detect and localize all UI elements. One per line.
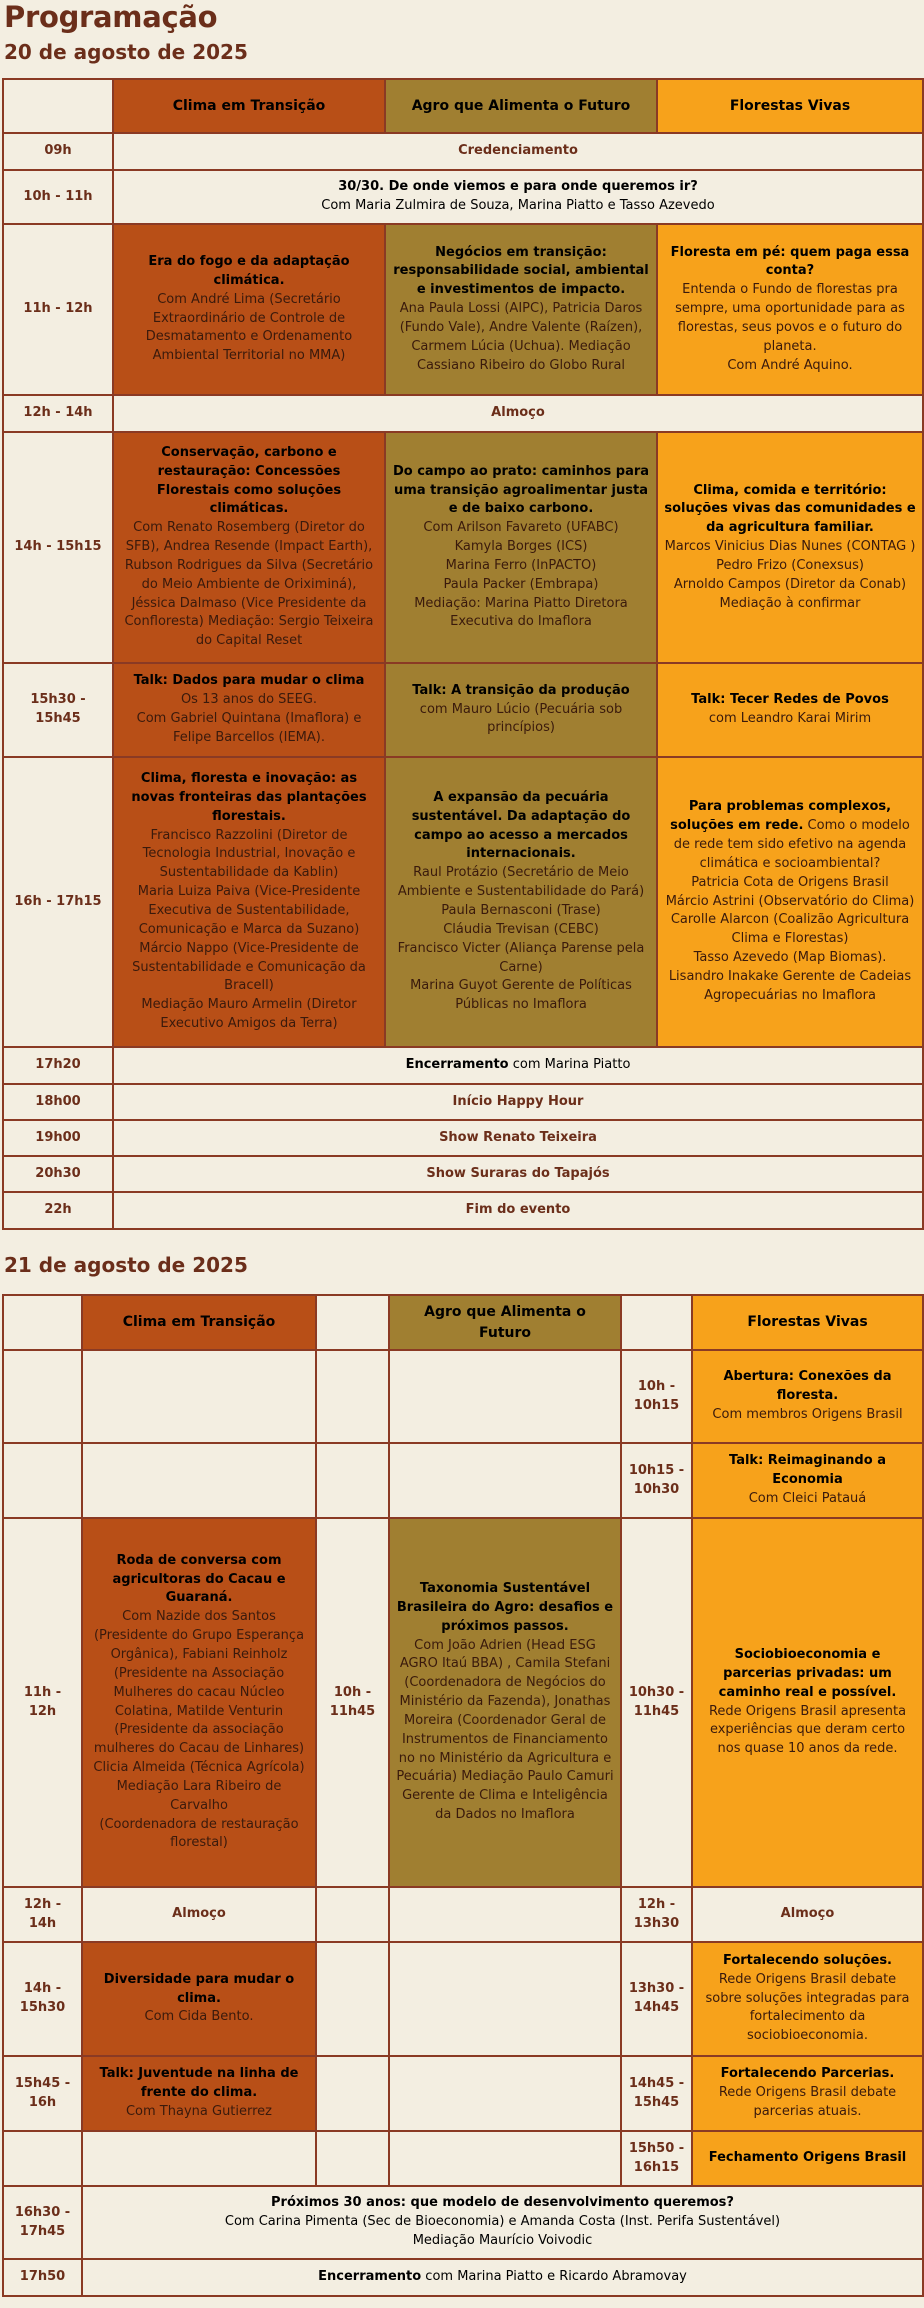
speaker-line: Paula Bernasconi (Trase) xyxy=(441,903,601,918)
speaker-line: Paula Packer (Embrapa) xyxy=(443,576,599,592)
session-credenciamento: Credenciamento xyxy=(113,133,923,170)
session-title: Clima, comida e território: soluções vivas das comunidades e da agricultura familiar. xyxy=(664,482,916,536)
speaker-line: Pedro Frizo (Conexsus) xyxy=(716,557,864,573)
empty-cell xyxy=(389,2056,621,2131)
empty-cell xyxy=(389,1942,621,2056)
time-cell: 16h30 - 17h45 xyxy=(3,2186,82,2259)
session-show-renato: Show Renato Teixeira xyxy=(113,1120,923,1156)
session-desc: Com Maria Zulmira de Souza, Marina Piatto e Tasso Azevedo xyxy=(321,198,715,213)
empty-cell xyxy=(3,2131,82,2186)
table-row xyxy=(3,1942,923,2056)
table-row xyxy=(3,2131,923,2186)
session-desc: com Mauro Lúcio (Pecuária sob princípios) xyxy=(419,701,623,736)
empty-cell xyxy=(3,1350,82,1443)
time-cell: 10h30 - 11h45 xyxy=(621,1518,692,1887)
table-row xyxy=(3,1350,923,1443)
table-row xyxy=(3,395,923,432)
session-title: Talk: Tecer Redes de Povos xyxy=(691,692,889,708)
session-diversidade xyxy=(82,1942,316,2056)
day1-header-row xyxy=(3,79,923,133)
session-encerramento xyxy=(82,2259,923,2296)
session-encerramento xyxy=(113,1047,923,1084)
session-talk-dados xyxy=(113,663,385,757)
session-title: 30/30. De onde viemos e para onde queremos ir? xyxy=(338,179,698,195)
header-time-2 xyxy=(316,1295,389,1350)
session-title: Talk: Dados para mudar o clima xyxy=(133,673,365,689)
session-do-campo-ao-prato xyxy=(385,432,657,663)
time-cell: 11h - 12h xyxy=(3,1518,82,1887)
session-title: Fechamento Origens Brasil xyxy=(708,2150,907,2166)
time-cell: 10h - 10h15 xyxy=(621,1350,692,1443)
session-talk-tecer-redes xyxy=(657,663,923,757)
session-title: Negócios em transição: responsabilidade social, ambiental e investimentos de impacto. xyxy=(393,244,649,298)
day1-schedule-table xyxy=(2,78,924,1230)
session-proximos-30-anos xyxy=(82,2186,923,2259)
table-row xyxy=(3,1120,923,1156)
speaker-line: Francisco Razzolini (Diretor de Tecnologia Industrial, Inovação e Sustentabilidade da Kablin) xyxy=(142,827,356,881)
session-title: Clima, floresta e inovação: as novas fronteiras das plantações florestais. xyxy=(131,771,367,824)
empty-cell xyxy=(82,1350,316,1443)
session-30-30 xyxy=(113,170,923,224)
session-desc-2: Com Gabriel Quintana (Imaflora) e Felipe Barcellos (IEMA). xyxy=(136,711,362,745)
empty-cell xyxy=(389,1887,621,1942)
session-desc: Rede Origens Brasil apresenta experiências que deram certo nos quase 10 anos da rede. xyxy=(708,1703,907,1757)
session-talk-transicao xyxy=(385,663,657,757)
session-desc: Com membros Origens Brasil xyxy=(712,1406,903,1422)
session-happy-hour: Início Happy Hour xyxy=(113,1084,923,1120)
session-desc: Os 13 anos do SEEG. xyxy=(180,692,318,708)
session-desc: Rede Origens Brasil debate parcerias atuais. xyxy=(718,2085,897,2119)
table-row xyxy=(3,1887,923,1942)
session-title: Encerramento xyxy=(405,1057,509,1073)
session-conservacao xyxy=(113,432,385,663)
speaker-line: Mediação: Marina Piatto Diretora Executiva do Imaflora xyxy=(414,595,628,630)
time-cell: 10h15 - 10h30 xyxy=(621,1443,692,1518)
header-agro: Agro que Alimenta o Futuro xyxy=(385,79,657,133)
empty-cell xyxy=(82,1443,316,1518)
session-fortalecendo-solucoes xyxy=(692,1942,923,2056)
session-title: Conservação, carbono e restauração: Concessões Florestais como soluções climáticas. xyxy=(156,444,342,517)
session-title: Fortalecendo soluções. xyxy=(722,1952,892,1968)
session-desc: Com Nazide dos Santos (Presidente do Grupo Esperança Orgânica), Fabiani Reinholz (Presidente na Associação Mulheres do cacau Núcleo Colatina, Matilde Venturin xyxy=(93,1609,305,1719)
speaker-line: Cláudia Trevisan (CEBC) xyxy=(443,921,599,937)
table-row xyxy=(3,2186,923,2259)
time-cell: 13h30 - 14h45 xyxy=(621,1942,692,2056)
speaker-line: Maria Luiza Paiva (Vice-Presidente Executiva de Sustentabilidade, Comunicação e Marca da Suzano) xyxy=(137,884,361,937)
time-cell: 14h - 15h30 xyxy=(3,1942,82,2056)
session-show-suraras: Show Suraras do Tapajós xyxy=(113,1156,923,1192)
header-time-3 xyxy=(621,1295,692,1350)
session-roda-de-conversa xyxy=(82,1518,316,1887)
session-expansao-pecuaria xyxy=(385,757,657,1047)
session-intro-block xyxy=(664,798,916,873)
session-title: Roda de conversa com agricultoras do Cacau e Guaraná. xyxy=(112,1552,286,1606)
session-desc: Com Cleici Patauá xyxy=(748,1490,867,1506)
speaker-line: Tasso Azevedo (Map Biomas). xyxy=(693,950,887,966)
table-row xyxy=(3,1084,923,1120)
empty-cell xyxy=(316,2056,389,2131)
table-row xyxy=(3,757,923,1047)
speaker-line: Márcio Astrini (Observatório do Clima) xyxy=(665,893,915,909)
empty-cell xyxy=(316,2131,389,2186)
session-title: Floresta em pé: quem paga essa conta? xyxy=(670,244,910,279)
session-desc: Com João Adrien (Head ESG AGRO Itaú BBA) , Camila Stefani (Coordenadora de Negócios do Ministério da Fazenda), Jonathas Moreira (Coordenador Geral de Instrumentos de Financiamento no no Ministério da Agricultura e Pecuária) Mediação Paulo Camuri Gerente de Clima e Inteligência da Dados no Imaflora xyxy=(396,1637,614,1823)
time-cell: 22h xyxy=(3,1192,113,1229)
time-cell: 15h50 - 16h15 xyxy=(621,2131,692,2186)
time-cell: 12h - 14h xyxy=(3,395,113,432)
table-row xyxy=(3,133,923,170)
session-fortalecendo-parcerias xyxy=(692,2056,923,2131)
header-florestas: Florestas Vivas xyxy=(657,79,923,133)
table-row xyxy=(3,2056,923,2131)
session-title: Era do fogo e da adaptação climática. xyxy=(148,253,350,288)
session-title: Talk: Juventude na linha de frente do clima. xyxy=(99,2066,299,2101)
session-title: Encerramento xyxy=(318,2269,422,2285)
session-juventude xyxy=(82,2056,316,2131)
page-title: Programação xyxy=(4,0,218,34)
session-clima-comida-territorio xyxy=(657,432,923,663)
session-desc: com Marina Piatto e Ricardo Abramovay xyxy=(421,2269,687,2285)
session-desc: Com Thayna Gutierrez xyxy=(125,2103,273,2119)
session-desc: Com André Lima (Secretário Extraordinário de Controle de Desmatamento e Ordenamento Ambiental Territorial no MMA) xyxy=(145,291,353,364)
header-florestas: Florestas Vivas xyxy=(692,1295,923,1350)
header-corner xyxy=(3,79,113,133)
session-title: A expansão da pecuária sustentável. Da adaptação do campo ao acesso a mercados internacionais. xyxy=(411,789,631,862)
empty-cell xyxy=(3,1443,82,1518)
session-title: Talk: A transição da produção xyxy=(412,682,630,698)
table-row xyxy=(3,1156,923,1192)
session-abertura xyxy=(692,1350,923,1443)
day1-date: 20 de agosto de 2025 xyxy=(4,40,248,64)
time-cell: 12h - 13h30 xyxy=(621,1887,692,1942)
header-clima: Clima em Transição xyxy=(113,79,385,133)
session-desc: Rede Origens Brasil debate sobre soluções integradas para fortalecimento da sociobioeconomia. xyxy=(705,1971,910,2044)
table-row xyxy=(3,1047,923,1084)
speaker-line: Francisco Victer (Aliança Parense pela Carne) xyxy=(397,940,645,975)
empty-cell xyxy=(389,2131,621,2186)
session-title: Fortalecendo Parcerias. xyxy=(720,2066,895,2082)
session-floresta-em-pe xyxy=(657,224,923,395)
empty-cell xyxy=(389,1443,621,1518)
speaker-line: Márcio Nappo (Vice-Presidente de Sustentabilidade e Comunicação da Bracell) xyxy=(132,940,366,994)
speaker-line: Com Arilson Favareto (UFABC) xyxy=(423,520,619,536)
speaker-line: Lisandro Inakake Gerente de Cadeias Agropecuárias no Imaflora xyxy=(668,968,912,1003)
speaker-line: Mediação Mauro Armelin (Diretor Executivo Amigos da Terra) xyxy=(141,997,357,1032)
session-reimaginando xyxy=(692,1443,923,1518)
time-cell: 10h - 11h xyxy=(3,170,113,224)
table-row xyxy=(3,432,923,663)
session-desc: com Marina Piatto xyxy=(508,1057,631,1073)
session-desc-2: Mediação Maurício Voivodic xyxy=(412,2232,593,2248)
speaker-line: Mediação à confirmar xyxy=(719,595,861,611)
speaker-line: Marina Guyot Gerente de Políticas Públicas no Imaflora xyxy=(410,978,632,1013)
day2-header-row xyxy=(3,1295,923,1350)
session-desc-3: Mediação Lara Ribeiro de Carvalho xyxy=(116,1778,282,1813)
session-desc: Com Renato Rosemberg (Diretor do SFB), Andrea Resende (Impact Earth), Rubson Rodrigues da Silva (Secretário do Meio Ambiente de Oriximiná), Jéssica Dalmaso (Vice Presidente da Confloresta) Mediação: Sergio Teixeira do Capital Reset xyxy=(124,520,374,649)
time-cell: 17h20 xyxy=(3,1047,113,1084)
speaker-line: Patricia Cota de Origens Brasil xyxy=(691,874,889,890)
empty-cell xyxy=(82,2131,316,2186)
session-almoco: Almoço xyxy=(82,1887,316,1942)
time-cell: 17h50 xyxy=(3,2259,82,2296)
table-row xyxy=(3,1192,923,1229)
empty-cell xyxy=(316,1350,389,1443)
session-desc: Entenda o Fundo de florestas pra sempre, uma oportunidade para as florestas, seus povos e o futuro do planeta. xyxy=(675,282,905,354)
day2-date: 21 de agosto de 2025 xyxy=(4,1253,248,1277)
empty-cell xyxy=(316,1887,389,1942)
session-title: Talk: Reimaginando a Economia xyxy=(729,1453,886,1488)
session-desc-2: (Presidente da associação mulheres do Cacau de Linhares) Clicia Almeida (Técnica Agrícola) xyxy=(93,1722,305,1776)
time-cell: 09h xyxy=(3,133,113,170)
time-cell: 10h - 11h45 xyxy=(316,1518,389,1887)
session-problemas-complexos xyxy=(657,757,923,1047)
day2-schedule-table xyxy=(2,1294,924,2297)
session-clima-floresta-inovacao xyxy=(113,757,385,1047)
session-sociobioeconomia xyxy=(692,1518,923,1887)
header-agro: Agro que Alimenta o Futuro xyxy=(389,1295,621,1350)
session-title: Taxonomia Sustentável Brasileira do Agro: desafios e próximos passos. xyxy=(396,1581,614,1634)
session-title: Abertura: Conexões da floresta. xyxy=(723,1369,892,1404)
session-taxonomia xyxy=(389,1518,621,1887)
session-desc: Com Cida Bento. xyxy=(144,2009,254,2025)
speaker-line: Marina Ferro (InPACTO) xyxy=(445,557,597,573)
time-cell: 19h00 xyxy=(3,1120,113,1156)
time-cell: 16h - 17h15 xyxy=(3,757,113,1047)
time-cell: 15h45 - 16h xyxy=(3,2056,82,2131)
session-title: Sociobioeconomia e parcerias privadas: um caminho real e possível. xyxy=(718,1646,897,1700)
empty-cell xyxy=(389,1350,621,1443)
session-desc: com Leandro Karai Mirim xyxy=(708,711,872,726)
header-corner xyxy=(3,1295,82,1350)
session-intro: Como o modelo de rede tem sido efetivo na agenda climática e socioambiental? xyxy=(673,818,910,871)
time-cell: 18h00 xyxy=(3,1084,113,1120)
session-desc-4: (Coordenadora de restauração florestal) xyxy=(99,1816,299,1851)
time-cell: 15h30 - 15h45 xyxy=(3,663,113,757)
speaker-line: Kamyla Borges (ICS) xyxy=(454,539,588,555)
session-negocios xyxy=(385,224,657,395)
session-era-do-fogo xyxy=(113,224,385,395)
speaker-line: Carolle Alarcon (Coalizão Agricultura Clima e Florestas) xyxy=(670,912,910,947)
session-fechamento xyxy=(692,2131,923,2186)
time-cell: 14h45 - 15h45 xyxy=(621,2056,692,2131)
table-row xyxy=(3,1443,923,1518)
session-title: Diversidade para mudar o clima. xyxy=(103,1971,295,2006)
table-row xyxy=(3,663,923,757)
session-fim-do-evento: Fim do evento xyxy=(113,1192,923,1229)
empty-cell xyxy=(316,1942,389,2056)
speaker-line: Raul Protázio (Secretário de Meio Ambiente e Sustentabilidade do Pará) xyxy=(397,865,645,900)
session-desc: Ana Paula Lossi (AIPC), Patricia Daros (Fundo Vale), Andre Valente (Raízen), Carmem Lúcia (Uchua). Mediação Cassiano Ribeiro do Globo Rural xyxy=(399,301,643,373)
session-almoco: Almoço xyxy=(692,1887,923,1942)
speaker-line: Marcos Vinicius Dias Nunes (CONTAG ) xyxy=(664,539,916,555)
table-row xyxy=(3,224,923,395)
table-row xyxy=(3,170,923,224)
session-title: Próximos 30 anos: que modelo de desenvolvimento queremos? xyxy=(271,2195,734,2211)
table-row xyxy=(3,1518,923,1887)
time-cell: 11h - 12h xyxy=(3,224,113,395)
session-desc: Com Carina Pimenta (Sec de Bioeconomia) e Amanda Costa (Inst. Perifa Sustentável) xyxy=(224,2214,781,2230)
session-desc-2: Com André Aquino. xyxy=(727,357,853,373)
session-title: Para problemas complexos, soluções em rede. xyxy=(670,799,892,834)
time-cell: 14h - 15h15 xyxy=(3,432,113,663)
time-cell: 12h - 14h xyxy=(3,1887,82,1942)
time-cell: 20h30 xyxy=(3,1156,113,1192)
table-row xyxy=(3,2259,923,2296)
session-almoco: Almoço xyxy=(113,395,923,432)
header-clima: Clima em Transição xyxy=(82,1295,316,1350)
empty-cell xyxy=(316,1443,389,1518)
session-title: Do campo ao prato: caminhos para uma transição agroalimentar justa e de baixo carbono. xyxy=(392,463,650,517)
speaker-line: Arnoldo Campos (Diretor da Conab) xyxy=(673,576,907,592)
